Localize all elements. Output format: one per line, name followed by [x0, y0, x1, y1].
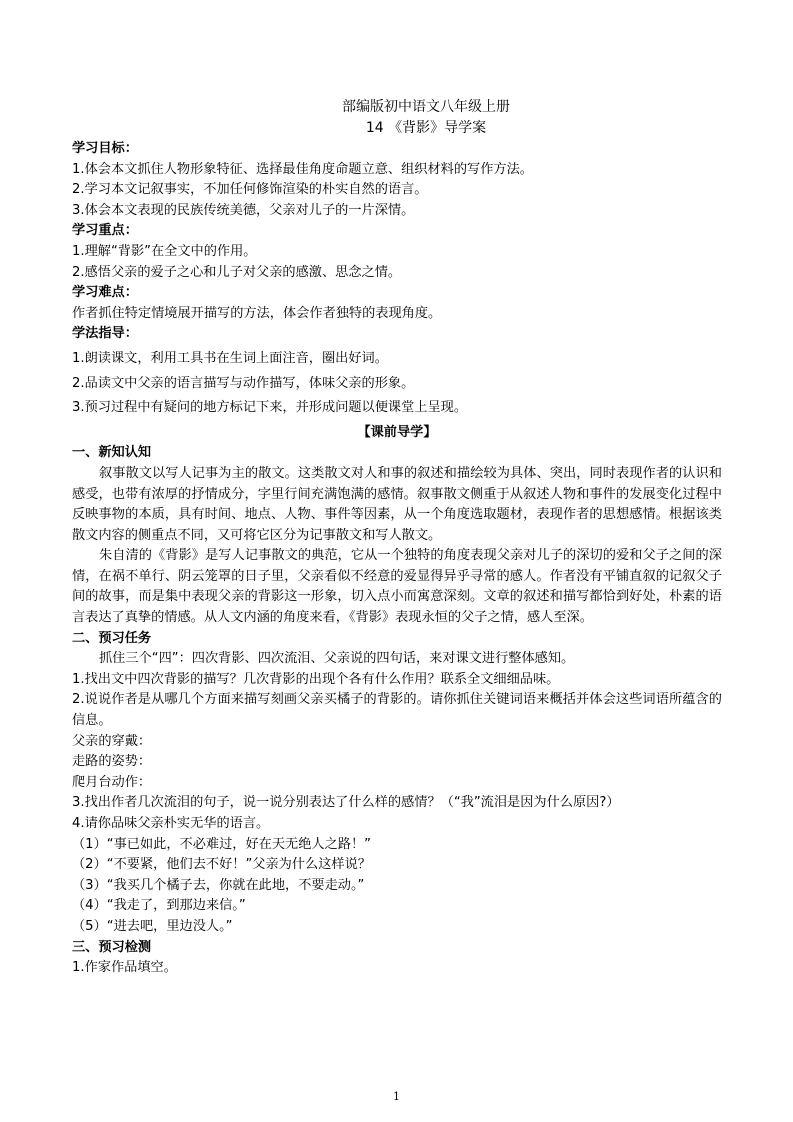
key-points-heading: 学习重点：	[72, 223, 138, 239]
quote-item: （4）“我走了，到那边来信。”	[72, 898, 246, 914]
method-item: 1.朗读课文，利用工具书在生词上面注音，圈出好词。	[72, 350, 388, 366]
difficulties-heading: 学习难点：	[72, 285, 138, 301]
difficulty-item: 作者抓住特定情境展开描写的方法，体会作者独特的表现角度。	[72, 305, 442, 321]
key-point-item: 1.理解“背影”在全文中的作用。	[72, 243, 257, 259]
doc-title-line2: 14 《背影》导学案	[365, 120, 487, 136]
section1-paragraph: 朱自清的《背影》是写人记事散文的典范，它从一个独特的角度表现父亲对儿子的深切的爱和父子之间的深情，在祸不单行、阴云笼罩的日子里，父亲看似不经意的爱显得异乎寻常的感人。作者没有平铺直叙的记叙父子间的故事，而是集中表现父亲的背影这一形象，切入点小而寓意深刻。文章的叙述和描写都恰到好处，朴素的语言表达了真挚的情感。从人文内涵的角度来看，《背影》表现永恒的父子之情，感人至深。	[72, 548, 722, 626]
blank-field-walking: 走路的姿势：	[72, 754, 152, 770]
quote-item: （1）“事已如此，不必难过，好在天无绝人之路！”	[72, 836, 371, 852]
section2-intro: 抓住三个“四”：四次背影、四次流泪、父亲说的四句话，来对课文进行整体感知。	[99, 651, 575, 667]
section3-heading: 三、预习检测	[72, 939, 152, 955]
goal-item: 3.体会本文表现的民族传统美德，父亲对儿子的一片深情。	[72, 202, 415, 218]
section3-item: 1.作家作品填空。	[72, 960, 177, 976]
blank-field-climbing: 爬月台动作：	[72, 774, 152, 790]
goal-item: 1.体会本文抓住人物形象特征、选择最佳角度命题立意、组织材料的写作方法。	[72, 161, 533, 177]
quote-item: （2）“不要紧，他们去不好！”父亲为什么这样说？	[72, 857, 371, 873]
question-4: 4.请你品味父亲朴实无华的语言。	[72, 816, 270, 831]
page-number: 1	[393, 1090, 400, 1103]
section1-paragraph: 叙事散文以写人记事为主的散文。这类散文对人和事的叙述和描绘较为具体、突出，同时表现作者的认识和感受，也带有浓厚的抒情成分，字里行间充满饱满的感情。叙事散文侧重于从叙述人物和事件的发展变化过程中反映事物的本质，具有时间、地点、人物、事件等因素，从一个角度选取题材，表现作者的思想感情。根据该类散文内容的侧重点不同，又可将它区分为记事散文和写人散文。	[72, 465, 722, 543]
method-heading: 学法指导：	[72, 326, 138, 342]
quote-item: （3）“我买几个橘子去，你就在此地，不要走动。”	[72, 877, 365, 893]
blank-field-clothing: 父亲的穿戴：	[72, 733, 152, 749]
question-2: 2.说说作者是从哪几个方面来描写刻画父亲买橘子的背影的。请你抓住关键词语来概括并体会这些词语所蕴含的信息。	[72, 692, 722, 729]
quote-item: （5）“进去吧，里边没人。”	[72, 918, 233, 934]
key-point-item: 2.感悟父亲的爱子之心和儿子对父亲的感激、思念之情。	[72, 264, 402, 280]
preview-heading: 【课前导学】	[357, 424, 437, 440]
method-item: 3.预习过程中有疑问的地方标记下来，并形成问题以便课堂上呈现。	[72, 400, 468, 416]
question-1: 1.找出文中四次背影的描写？几次背影的出现个各有什么作用？联系全文细细品味。	[72, 671, 560, 687]
goal-item: 2.学习本文记叙事实，不加任何修饰渲染的朴实自然的语言。	[72, 182, 428, 198]
section1-heading: 一、新知认知	[72, 445, 152, 461]
method-item: 2.品读文中父亲的语言描写与动作描写，体味父亲的形象。	[72, 375, 415, 391]
section2-heading: 二、预习任务	[72, 630, 152, 646]
question-3: 3.找出作者几次流泪的句子，说一说分别表达了什么样的感情？（“我”流泪是因为什么原因?）	[72, 795, 620, 811]
goals-heading: 学习目标：	[72, 141, 138, 156]
doc-title-line1: 部编版初中语文八年级上册	[342, 99, 510, 115]
document-body	[72, 97, 722, 979]
